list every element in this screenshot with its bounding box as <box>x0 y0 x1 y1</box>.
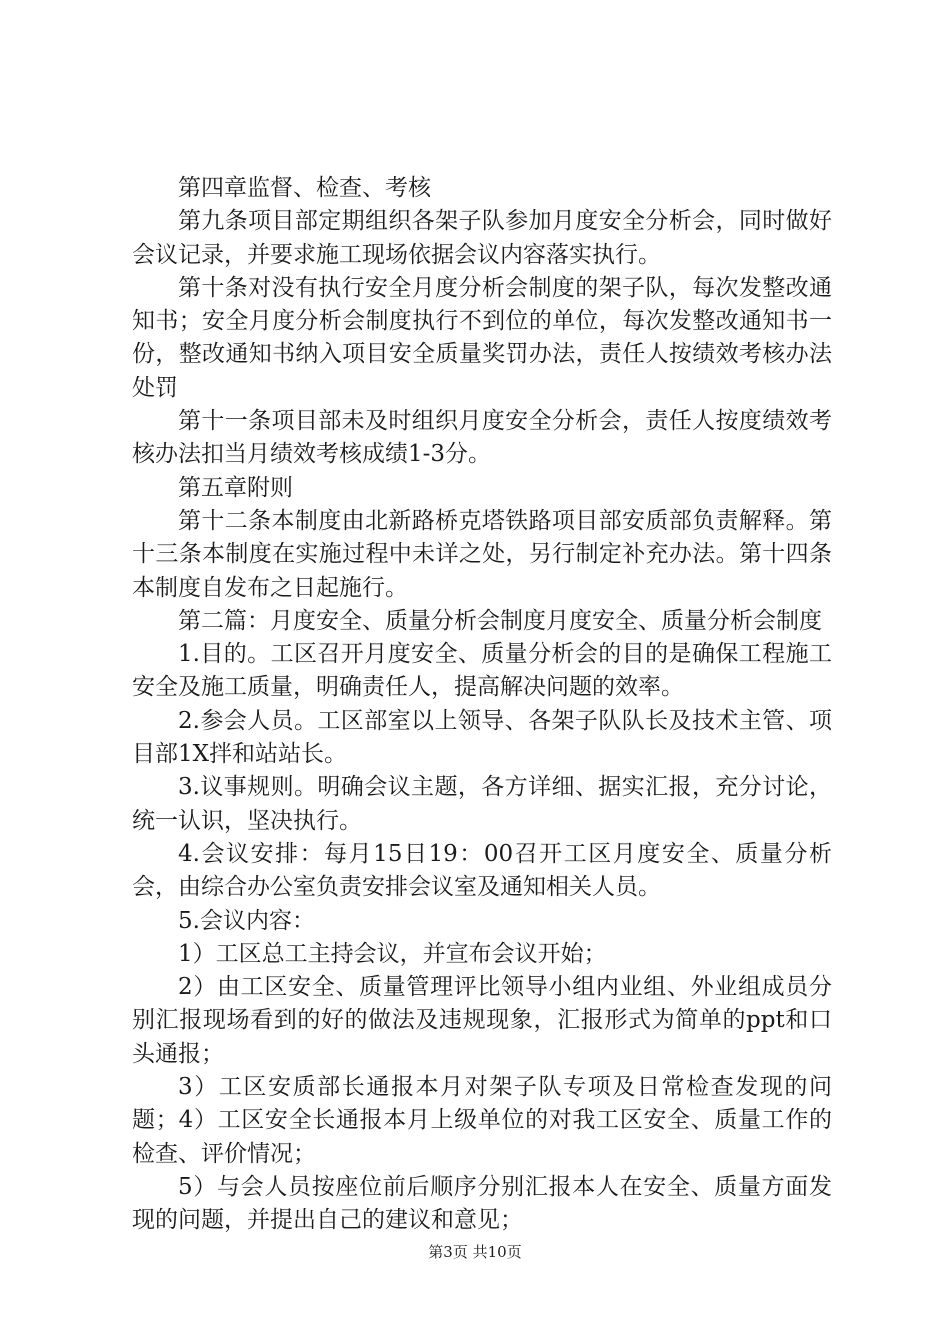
item-4-schedule: 4.会议安排：每月15日19：00召开工区月度安全、质量分析会，由综合办公室负责安排会议室及通知相关人员。 <box>132 840 832 901</box>
article-9: 第九条项目部定期组织各架子队参加月度安全分析会，同时做好会议记录，并要求施工现场依据会议内容落实执行。 <box>132 208 832 268</box>
subitem-3-4: 3）工区安质部长通报本月对架子队专项及日常检查发现的问题；4）工区安全长通报本月上级单位的对我工区安全、质量工作的检查、评价情况； <box>132 1074 832 1167</box>
item-2-attendees: 2.参会人员。工区部室以上领导、各架子队队长及技术主管、项目部1X拌和站站长。 <box>132 707 832 768</box>
subitem-1: 1）工区总工主持会议，并宣布会议开始； <box>178 940 607 967</box>
chapter-5-heading: 第五章附则 <box>178 474 293 501</box>
document-body <box>132 172 832 1238</box>
item-1-purpose: 1.目的。工区召开月度安全、质量分析会的目的是确保工程施工安全及施工质量，明确责任人，提高解决问题的效率。 <box>132 641 832 701</box>
item-5-content: 5.会议内容： <box>178 907 315 934</box>
part-2-heading: 第二篇：月度安全、质量分析会制度月度安全、质量分析会制度 <box>178 607 822 634</box>
page-number-footer: 第3页 共10页 <box>428 1243 522 1261</box>
article-11: 第十一条项目部未及时组织月度安全分析会，责任人按度绩效考核办法扣当月绩效考核成绩1-3分。 <box>132 408 832 468</box>
subitem-5: 5）与会人员按座位前后顺序分别汇报本人在安全、质量方面发现的问题，并提出自己的建议和意见； <box>132 1173 832 1234</box>
articles-12-14: 第十二条本制度由北新路桥克塔铁路项目部安质部负责解释。第十三条本制度在实施过程中未详之处，另行制定补充办法。第十四条本制度自发布之日起施行。 <box>132 507 832 601</box>
article-10: 第十条对没有执行安全月度分析会制度的架子队，每次发整改通知书；安全月度分析会制度执行不到位的单位，每次发整改通知书一份，整改通知书纳入项目安全质量奖罚办法，责任人按绩效考核办法处罚 <box>132 274 832 401</box>
chapter-4-heading: 第四章监督、检查、考核 <box>178 175 431 201</box>
item-3-rules: 3.议事规则。明确会议主题，各方详细、据实汇报，充分讨论，统一认识，坚决执行。 <box>132 774 832 834</box>
subitem-2: 2）由工区安全、质量管理评比领导小组内业组、外业组成员分别汇报现场看到的好的做法及违规现象，汇报形式为简单的ppt和口头通报； <box>132 974 832 1067</box>
